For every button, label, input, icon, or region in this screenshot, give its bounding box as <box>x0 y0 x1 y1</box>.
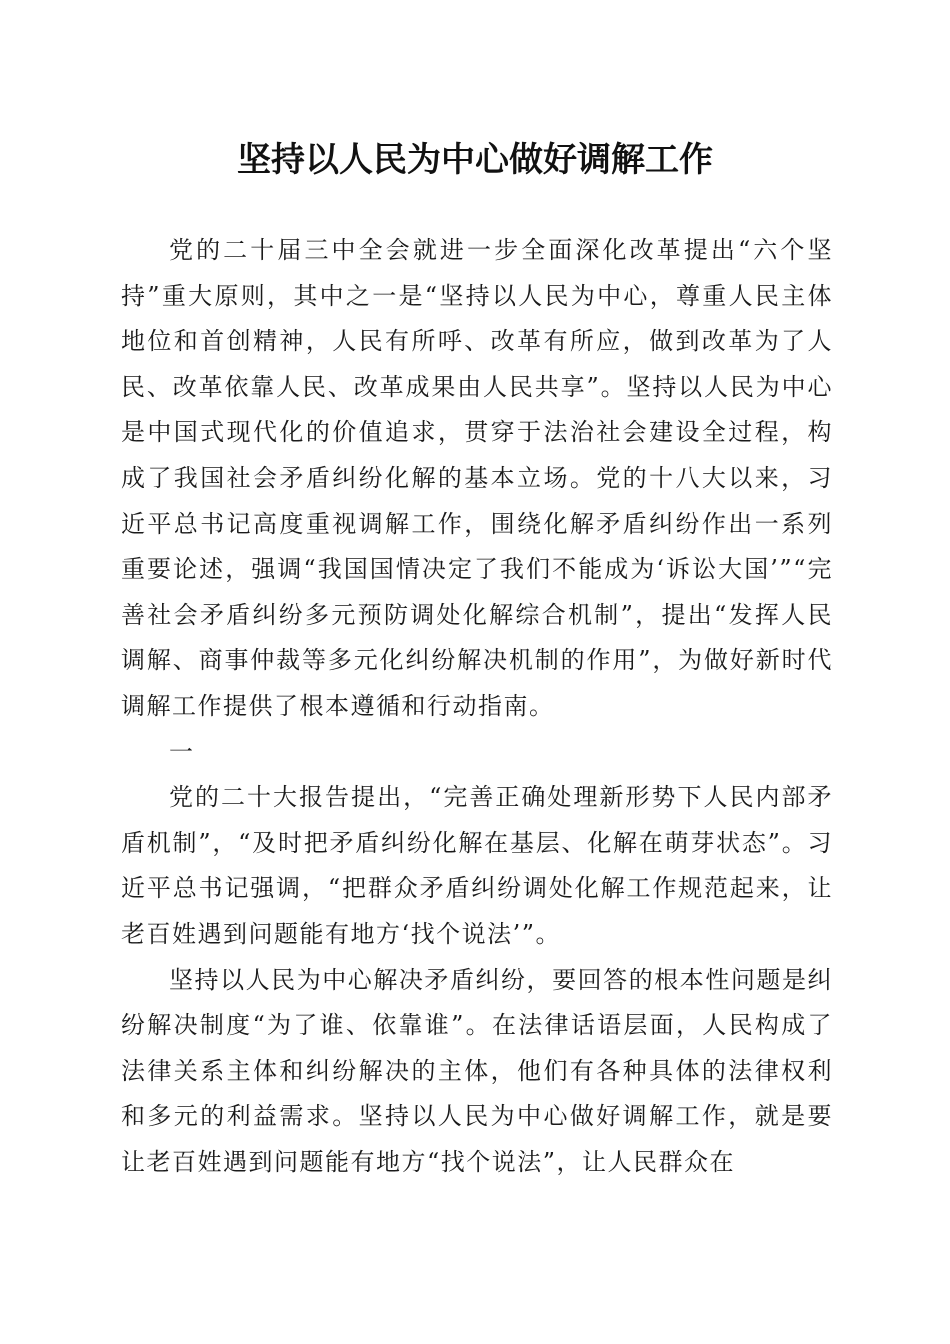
document-title: 坚持以人民为中心做好调解工作 <box>237 140 713 180</box>
paragraph-report: 党的二十大报告提出，“完善正确处理新形势下人民内部矛盾机制”，“及时把矛盾纠纷化解在基层、化解在萌芽状态”。习近平总书记强调，“把群众矛盾纠纷调处化解工作规范起来，让老百姓遇到问题能有地方‘找个说法’”。 <box>121 783 833 948</box>
paragraph-people-centered: 坚持以人民为中心解决矛盾纠纷，要回答的根本性问题是纠纷解决制度“为了谁、依靠谁”。在法律话语层面，人民构成了法律关系主体和纠纷解决的主体，他们有各种具体的法律权利和多元的利益需求。坚持以人民为中心做好调解工作，就是要让老百姓遇到问题能有地方“找个说法”，让人民群众在 <box>121 965 833 1176</box>
paragraph-intro: 党的二十届三中全会就进一步全面深化改革提出“六个坚持”重大原则，其中之一是“坚持以人民为中心，尊重人民主体地位和首创精神，人民有所呼、改革有所应，做到改革为了人民、改革依靠人民、改革成果由人民共享”。坚持以人民为中心是中国式现代化的价值追求，贯穿于法治社会建设全过程，构成了我国社会矛盾纠纷化解的基本立场。党的十八大以来，习近平总书记高度重视调解工作，围绕化解矛盾纠纷作出一系列重要论述，强调“我国国情决定了我们不能成为‘诉讼大国’”“完善社会矛盾纠纷多元预防调处化解综合机制”，提出“发挥人民调解、商事仲裁等多元化纠纷解决机制的作用”，为做好新时代调解工作提供了根本遵循和行动指南。 <box>121 236 833 720</box>
document-body <box>121 228 833 1185</box>
section-number: 一 <box>169 737 195 766</box>
